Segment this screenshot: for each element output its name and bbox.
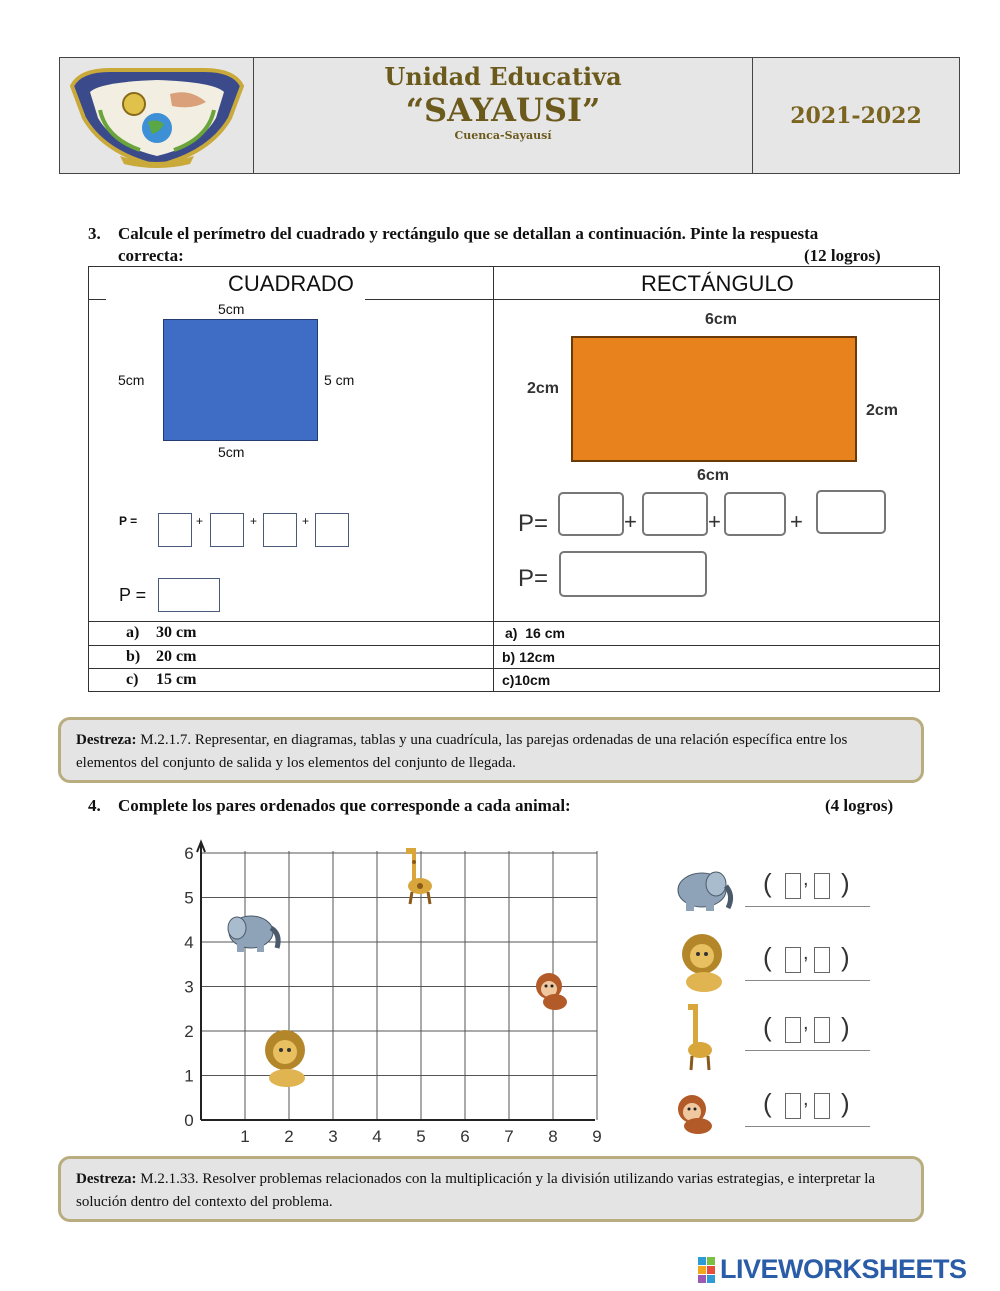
paren-close: ) [841, 868, 850, 898]
option-letter: b) [126, 648, 141, 665]
comma: , [803, 868, 809, 890]
elephant-icon [228, 916, 278, 952]
row-rule [88, 668, 940, 669]
plus-sign: + [790, 509, 803, 534]
square-perimeter-input[interactable] [158, 578, 220, 612]
school-name: “SAYAUSI” [405, 91, 601, 129]
destreza-text: M.2.1.33. Resolver problemas relacionados con la multiplicación y la división utilizando varias estrategias, e interpretar la solución dentro del contexto del problema. [76, 1171, 876, 1210]
y-input[interactable] [814, 873, 830, 899]
answer-column [670, 862, 970, 1152]
year-cell [753, 58, 959, 173]
paren-close: ) [841, 1012, 850, 1042]
x-tick-label: 4 [372, 1127, 382, 1146]
giraffe-icon [406, 848, 432, 904]
rectangle-top-label: 6cm [705, 311, 738, 328]
option-letter: c) [126, 671, 139, 688]
y-input[interactable] [814, 1017, 830, 1043]
pair-answer-lion [745, 942, 870, 981]
row-rule [88, 621, 940, 622]
header-rule [88, 299, 106, 300]
paren-open: ( [763, 868, 772, 898]
option-value: 15 cm [156, 671, 197, 688]
square-p-total-label: P = [119, 585, 147, 605]
option-rect-a[interactable]: a) 16 cm [505, 625, 565, 641]
option-square-a[interactable] [126, 624, 486, 644]
school-location: Cuenca-Sayausí [454, 129, 552, 142]
question-3-text-line2: correcta: [118, 246, 184, 265]
destreza-box [58, 1156, 924, 1222]
option-rect-c[interactable]: c)10cm [502, 672, 551, 688]
monkey-icon [536, 973, 567, 1010]
question-4-points: (4 logros) [825, 796, 894, 815]
rectangle-right-label: 2cm [866, 402, 899, 419]
square-side-input[interactable] [210, 513, 244, 547]
x-tick-label: 9 [592, 1127, 602, 1146]
paren-open: ( [763, 1088, 772, 1118]
y-input[interactable] [814, 947, 830, 973]
x-tick-label: 6 [460, 1127, 470, 1146]
plus-sign: + [708, 509, 721, 534]
footer-brand[interactable]: LIVEWORKSHEETS [720, 1254, 967, 1284]
destreza-label: Destreza: [76, 1171, 137, 1187]
question-3-number: 3. [88, 224, 101, 243]
header-rule [365, 299, 940, 300]
y-tick-label: 6 [184, 844, 194, 863]
rectangle-shape [571, 336, 857, 462]
rectangle-p-total-label: P= [518, 565, 549, 592]
school-year: 2021-2022 [790, 102, 922, 129]
liveworksheets-logo-icon [698, 1257, 716, 1283]
x-tick-label: 7 [504, 1127, 514, 1146]
x-tick-label: 8 [548, 1127, 558, 1146]
option-rect-b[interactable]: b) 12cm [502, 649, 555, 665]
y-tick-label: 4 [184, 933, 194, 952]
pair-answer-giraffe [745, 1012, 870, 1051]
paren-close: ) [841, 942, 850, 972]
paren-close: ) [841, 1088, 850, 1118]
option-square-c[interactable] [126, 671, 486, 691]
paren-open: ( [763, 942, 772, 972]
x-input[interactable] [785, 1017, 801, 1043]
option-value: 20 cm [156, 648, 197, 665]
square-side-input[interactable] [263, 513, 297, 547]
x-tick-label: 5 [416, 1127, 426, 1146]
plus-sign: + [624, 509, 637, 534]
plus-sign: + [196, 514, 204, 528]
y-tick-label: 2 [184, 1022, 194, 1041]
square-side-input[interactable] [158, 513, 192, 547]
rectangle-title: RECTÁNGULO [641, 271, 794, 296]
y-tick-label: 5 [184, 888, 194, 908]
square-p-label: P = [119, 514, 138, 528]
school-type: Unidad Educativa [384, 62, 622, 91]
lion-icon [676, 932, 730, 994]
rectangle-side-input[interactable] [642, 492, 708, 536]
plus-sign: + [250, 514, 258, 528]
square-left-label: 5cm [118, 372, 145, 388]
option-value: 30 cm [156, 624, 197, 641]
question-4-number: 4. [88, 796, 101, 815]
row-rule [88, 645, 940, 646]
destreza-box [58, 717, 924, 783]
y-tick-label: 0 [184, 1111, 194, 1130]
coordinate-grid [175, 838, 615, 1148]
school-name-cell [254, 58, 753, 173]
question-3-text: Calcule el perímetro del cuadrado y rectángulo que se detallan a continuación. Pinte la respuesta [118, 224, 819, 243]
rectangle-perimeter-input[interactable] [559, 551, 707, 597]
y-tick-label: 1 [184, 1066, 194, 1086]
destreza-label: Destreza: [76, 732, 137, 748]
square-right-label: 5 cm [324, 372, 355, 388]
option-letter: a) [126, 624, 140, 641]
school-header [59, 57, 960, 174]
rectangle-side-input[interactable] [558, 492, 624, 536]
rectangle-bottom-label: 6cm [697, 467, 730, 484]
rectangle-side-input[interactable] [724, 492, 786, 536]
square-side-input[interactable] [315, 513, 349, 547]
destreza-text: M.2.1.7. Representar, en diagramas, tablas y una cuadrícula, las parejas ordenadas de una relación específica entre los elementos del conjunto de salida y los elementos del conjunto de llegada. [76, 732, 848, 771]
square-top-label: 5cm [218, 301, 245, 317]
lion-icon [265, 1030, 305, 1087]
comma: , [803, 942, 809, 964]
pair-answer-elephant [745, 868, 870, 907]
x-tick-label: 2 [284, 1127, 294, 1146]
y-input[interactable] [814, 1093, 830, 1119]
question-4-text: Complete los pares ordenados que corresponde a cada animal: [118, 796, 571, 815]
plus-sign: + [302, 514, 310, 528]
table-divider [493, 266, 494, 692]
comma: , [803, 1012, 809, 1034]
square-title: CUADRADO [228, 271, 354, 296]
monkey-icon [674, 1092, 716, 1136]
x-tick-label: 3 [328, 1127, 338, 1146]
rectangle-side-input[interactable] [816, 490, 886, 534]
square-bottom-label: 5cm [218, 444, 245, 460]
logo-cell [60, 58, 254, 173]
x-tick-label: 1 [240, 1127, 250, 1146]
option-square-b[interactable] [126, 648, 486, 668]
y-tick-label: 3 [184, 977, 194, 997]
school-crest-icon [60, 58, 254, 173]
paren-open: ( [763, 1012, 772, 1042]
giraffe-icon [680, 1000, 716, 1072]
elephant-icon [670, 864, 736, 914]
rectangle-left-label: 2cm [527, 380, 560, 397]
question-3-points: (12 logros) [804, 246, 881, 265]
x-input[interactable] [785, 1093, 801, 1119]
rectangle-p-label: P= [518, 510, 549, 537]
x-input[interactable] [785, 947, 801, 973]
comma: , [803, 1088, 809, 1110]
pair-answer-monkey [745, 1088, 870, 1127]
square-shape [163, 319, 318, 441]
x-input[interactable] [785, 873, 801, 899]
